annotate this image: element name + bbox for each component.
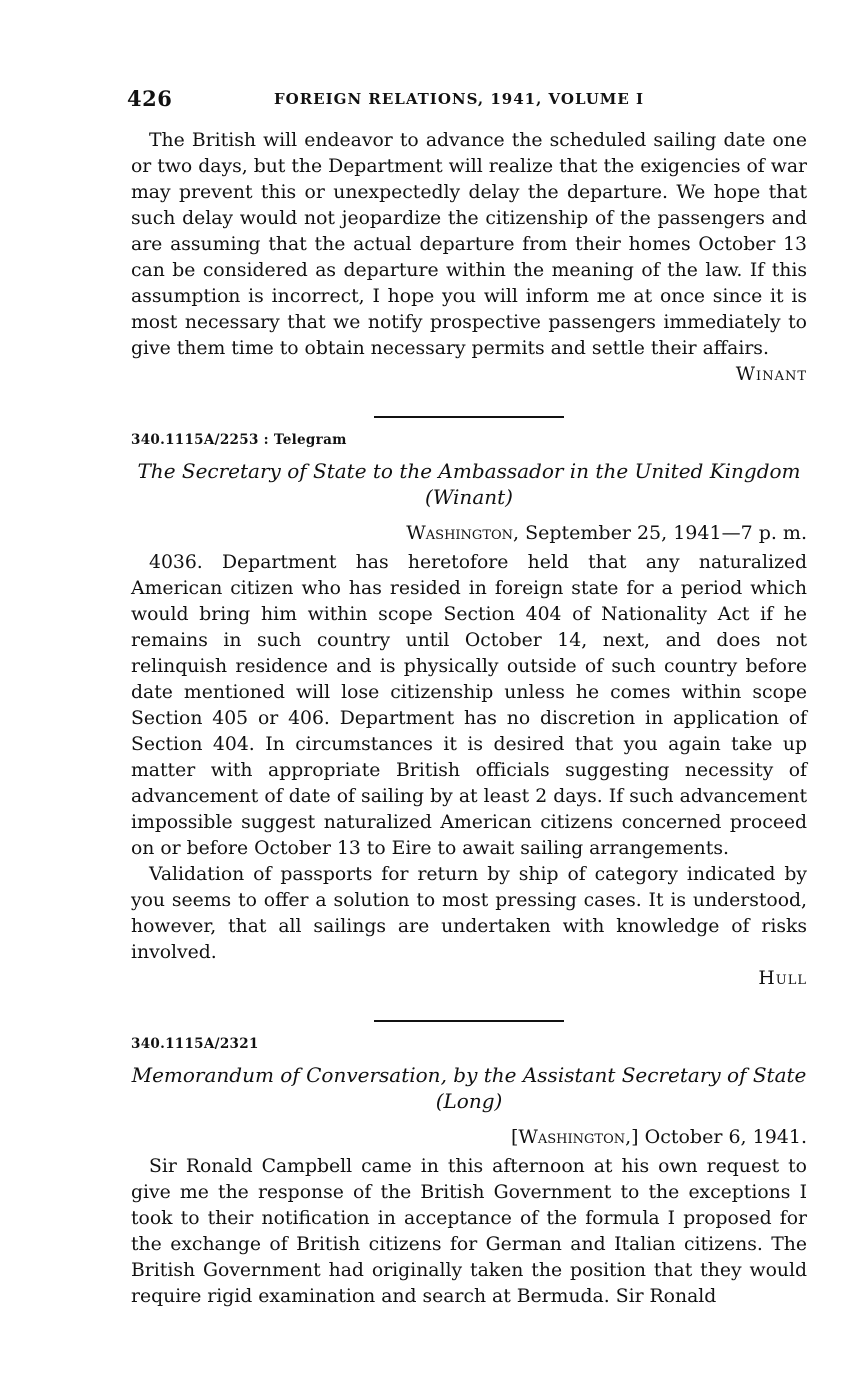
document-page [127,80,807,1310]
running-head [127,80,807,120]
dateline-place: Washington [518,1126,626,1148]
document-heading [131,458,807,510]
memorandum-paragraph: Sir Ronald Campbell came in this afternoon at his own request to give me the response of the British Government to the exceptions I took to their notification in acceptance of the formula I proposed for the exchange of British citizens for German and Italian citizens. The British Government had originally taken the position that they would require rigid examination and search at Bermuda. Sir Ronald [131,1156,807,1307]
dateline-place: Washington [406,522,514,544]
telegram-paragraph: 4036. Department has heretofore held that any naturalized American citizen who has resided in foreign state for a period which would bring him within scope Section 404 of Nationality Act if he remains in such country until October 14, next, and does not relinquish residence and is physically outside of such country before date mentioned will lose citizenship unless he comes within scope Section 405 or 406. Department has no discretion in application of Section 404. In circumstances it is desired that you again take up matter with appropriate British officials suggesting necessity of advancement of date of sailing by at least 2 days. If such advancement impossible suggest naturalized American citizens concerned proceed on or before October 13 to Eire to await sailing arrangements. [131,552,807,859]
file-reference: 340.1115A/2253 : Telegram [131,432,347,448]
signature-winant: Winant [735,364,807,385]
section-divider [374,416,564,418]
heading-main: Memorandum of Conversation, by the Assistant Secretary of State [131,1063,807,1087]
telegram-paragraph: Validation of passports for return by ship of category indicated by you seems to offer a solution to most pressing cases. It is understood, however, that all sailings are undertaken with knowledge of risks involved. [131,864,807,963]
heading-paren: (Winant) [425,485,513,509]
dateline [131,1124,807,1150]
dateline [131,520,807,546]
section-divider [374,1020,564,1022]
running-title: FOREIGN RELATIONS, 1941, VOLUME I [274,90,645,108]
dateline-bracket: [ [510,1126,519,1148]
heading-paren: (Long) [435,1089,503,1113]
page-number: 426 [127,86,173,111]
continued-paragraph: The British will endeavor to advance the scheduled sailing date one or two days, but the Department will realize that the exigencies of war may prevent this or unexpectedly delay the departure. We hope that such delay would not jeopardize the citizenship of the passengers and are assuming that the actual departure from their homes October 13 can be considered as departure within the meaning of the law. If this assumption is incorrect, I hope you will inform me at once since it is most necessary that we notify prospective passengers immediately to give them time to obtain necessary permits and settle their affairs. [131,130,807,359]
dateline-date: ,] October 6, 1941. [625,1126,807,1148]
file-reference: 340.1115A/2321 [131,1036,259,1052]
heading-main: The Secretary of State to the Ambassador in the United Kingdom [137,459,801,483]
signature-hull: Hull [758,968,807,989]
document-heading [131,1062,807,1114]
dateline-date: , September 25, 1941—7 p. m. [513,522,807,544]
